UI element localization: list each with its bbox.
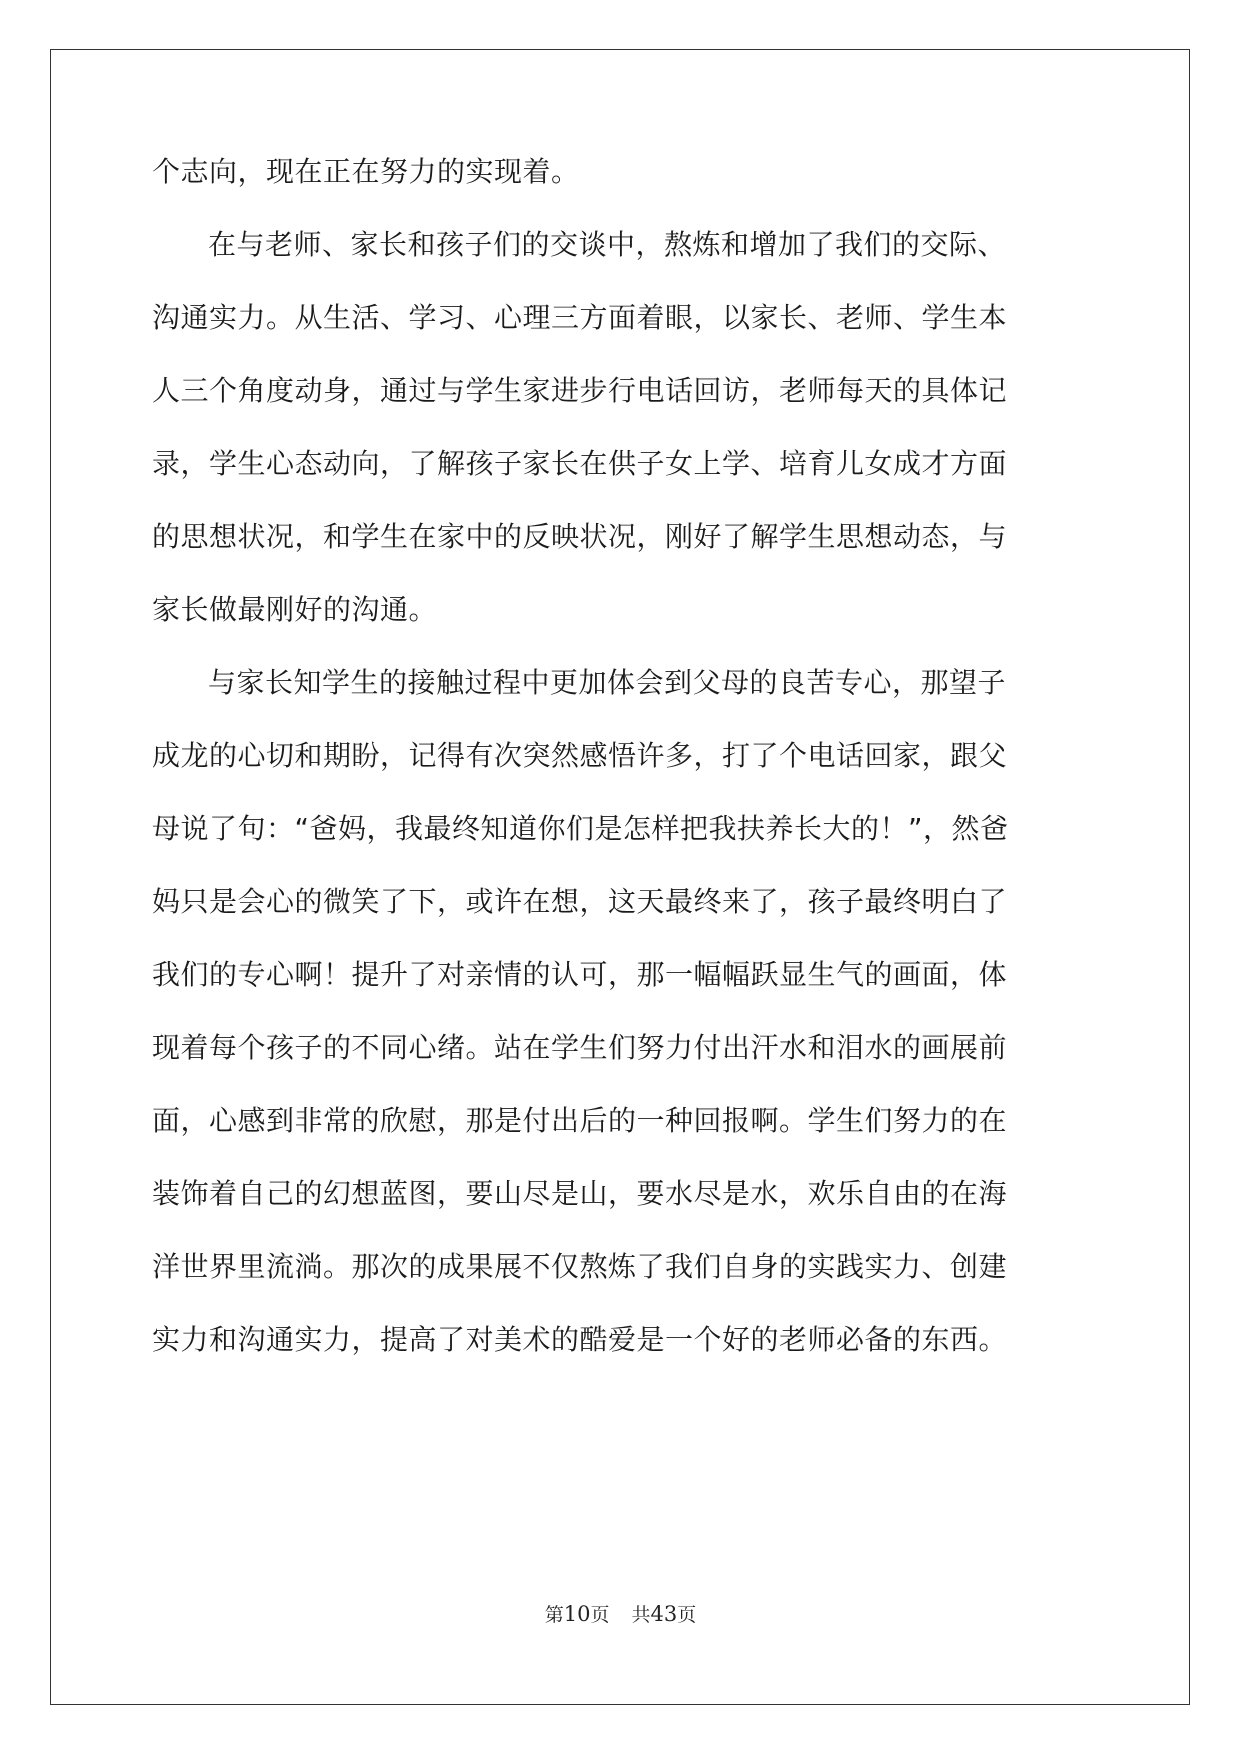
paragraph-line: 家长做最刚好的沟通。 [152, 593, 438, 626]
paragraph-line: 在与老师、家长和孩子们的交谈中，熬炼和增加了我们的交际、 [208, 228, 1007, 261]
paragraph-line: 实力和沟通实力，提高了对美术的酷爱是一个好的老师必备的东西。 [152, 1323, 1008, 1356]
paragraph-line: 与家长知学生的接触过程中更加体会到父母的良苦专心，那望子 [208, 666, 1007, 699]
paragraph-line: 面，心感到非常的欣慰，那是付出后的一种回报啊。学生们努力的在 [152, 1104, 1008, 1137]
paragraph-line: 母说了句：“爸妈，我最终知道你们是怎样把我扶养长大的！”，然爸 [152, 812, 1009, 845]
page-border [50, 49, 1190, 1705]
paragraph-line: 的思想状况，和学生在家中的反映状况，刚好了解学生思想动态，与 [152, 520, 1008, 553]
paragraph-line: 个志向，现在正在努力的实现着。 [152, 155, 580, 188]
paragraph-line: 录，学生心态动向，了解孩子家长在供子女上学、培育儿女成才方面 [152, 447, 1008, 480]
page-number: 10 [563, 1602, 591, 1626]
paragraph-line: 装饰着自己的幻想蓝图，要山尽是山，要水尽是水，欢乐自由的在海 [152, 1177, 1008, 1210]
paragraph-line: 妈只是会心的微笑了下，或许在想，这天最终来了，孩子最终明白了 [152, 885, 1008, 918]
page-prefix: 第 [544, 1604, 564, 1626]
total-prefix: 共 [631, 1604, 651, 1626]
paragraph-line: 成龙的心切和期盼，记得有次突然感悟许多，打了个电话回家，跟父 [152, 739, 1008, 772]
paragraph-line: 人三个角度动身，通过与学生家进步行电话回访，老师每天的具体记 [152, 374, 1008, 407]
paragraph-line: 洋世界里流淌。那次的成果展不仅熬炼了我们自身的实践实力、创建 [152, 1250, 1008, 1283]
paragraph-line: 我们的专心啊！提升了对亲情的认可，那一幅幅跃显生气的画面，体 [152, 958, 1008, 991]
total-pages: 43 [650, 1602, 678, 1626]
page-footer [0, 1600, 1241, 1627]
paragraph-line: 现着每个孩子的不同心绪。站在学生们努力付出汗水和泪水的画展前 [152, 1031, 1008, 1064]
page-suffix: 页 [590, 1604, 610, 1626]
total-suffix: 页 [677, 1604, 697, 1626]
paragraph-line: 沟通实力。从生活、学习、心理三方面着眼，以家长、老师、学生本 [152, 301, 1008, 334]
